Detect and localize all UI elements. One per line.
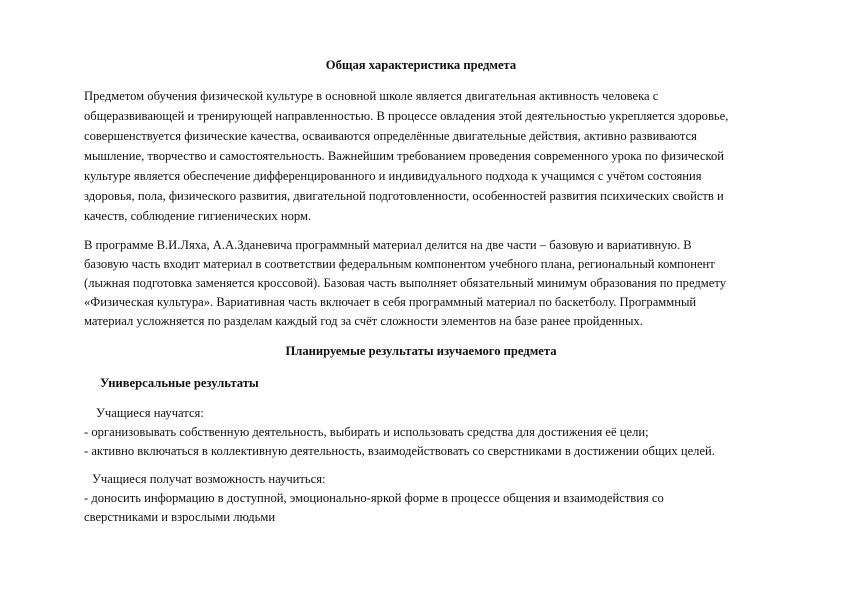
will-learn-item-1: - организовывать собственную деятельность, выбирать и использовать средства для достижения её цели;	[84, 425, 649, 439]
paragraph1-line-4: мышление, творчество и самостоятельность. Важнейшим требованием проведения современного урока по физической	[84, 149, 725, 163]
opportunity-item-line-2: сверстниками и взрослыми людьми	[84, 510, 276, 524]
paragraph1-line-6: здоровья, пола, физического развития, двигательной подготовленности, особенностей развития психических свойств и	[84, 189, 724, 203]
will-learn-item-2: - активно включаться в коллективную деятельность, взаимодействовать со сверстниками в достижении общих целей.	[84, 444, 715, 458]
will-learn-label: Учащиеся научатся:	[96, 406, 204, 420]
paragraph1-line-5: культуре является обеспечение дифференцированного и индивидуального подхода к учащимся с учётом состояния	[84, 169, 702, 183]
section-title-general: Общая характеристика предмета	[325, 58, 517, 72]
paragraph1-line-1: Предметом обучения физической культуре в основной школе является двигательная активность человека с	[84, 89, 659, 103]
opportunity-label: Учащиеся получат возможность научиться:	[92, 472, 326, 486]
paragraph1-line-7: качеств, соблюдение гигиенических норм.	[84, 209, 312, 223]
paragraph2-line-4: «Физическая культура». Вариативная часть включает в себя программный материал по баскетболу. Программный	[84, 295, 697, 309]
paragraph2-line-3: (лыжная подготовка заменяется кроссовой). Базовая часть выполняет обязательный минимум образования по предмету	[84, 276, 726, 290]
paragraph1-line-3: совершенствуется физические качества, осваиваются определённые двигательные действия, активно развиваются	[84, 129, 697, 143]
paragraph2-line-1: В программе В.И.Ляха, А.А.Зданевича программный материал делится на две части – базовую и вариативную. В	[84, 238, 692, 252]
section-title-planned-results: Планируемые результаты изучаемого предмета	[285, 344, 557, 358]
paragraph1-line-2: общеразвивающей и тренирующей направленностью. В процессе овладения этой деятельностью укрепляется здоровье,	[84, 109, 729, 123]
paragraph2-line-2: базовую часть входит материал в соответствии федеральным компонентом учебного плана, региональный компонент	[84, 257, 715, 271]
subtitle-universal-results: Универсальные результаты	[100, 376, 259, 390]
opportunity-item-line-1: - доносить информацию в доступной, эмоционально-яркой форме в процессе общения и взаимодействия со	[84, 491, 664, 505]
paragraph2-line-5: материал усложняется по разделам каждый год за счёт сложности элементов на базе ранее пройденных.	[84, 314, 643, 328]
